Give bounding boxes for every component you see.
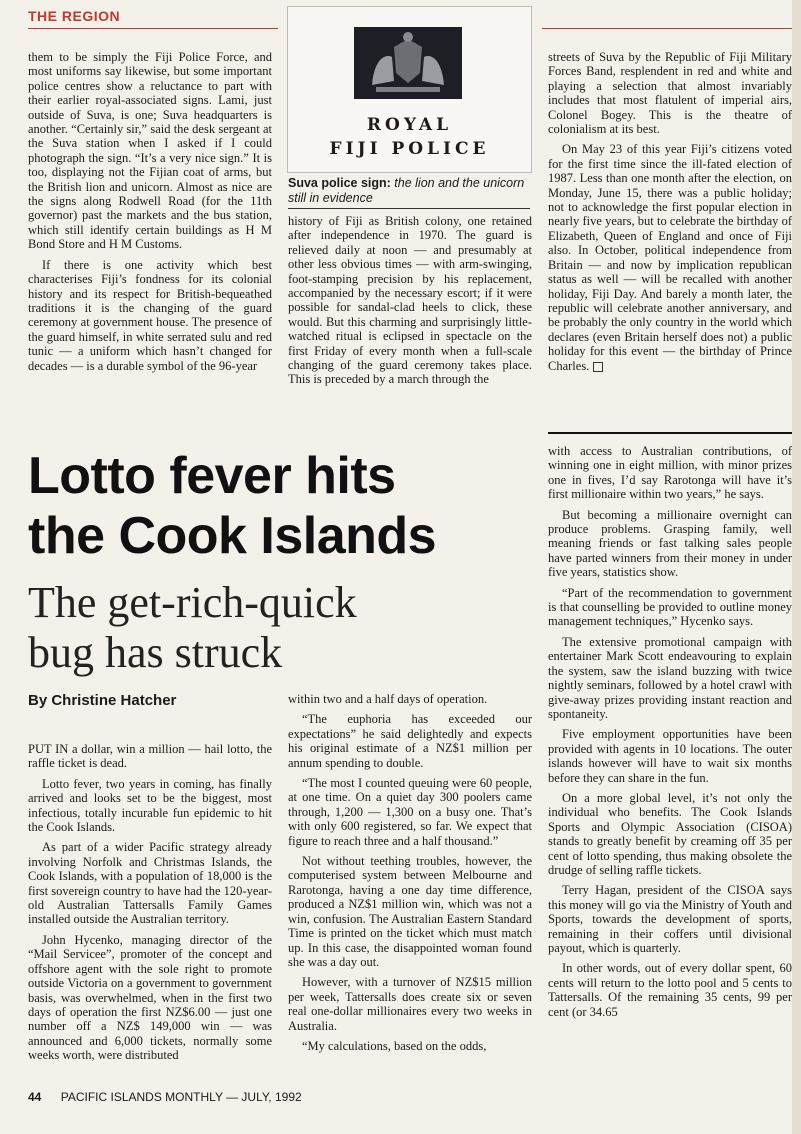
caption-rule [288, 208, 530, 209]
main-article-col3 [548, 444, 792, 1025]
subheadline-line: bug has struck [28, 628, 283, 677]
article-divider [548, 432, 792, 434]
sign-text-fiji-police: FIJI POLICE [329, 139, 490, 159]
paragraph: PUT IN a dollar, win a million — hail lotto, the raffle ticket is dead. [28, 742, 272, 771]
paragraph: The extensive promotional campaign with entertainer Mark Scott endeavouring to explain the system, saw the island buzzing with twice nightly seminars, followed by a hotel crawl with give-away prizes providing instant reaction and spontaneity. [548, 634, 792, 721]
header-rule-right [542, 28, 792, 29]
top-article-col1 [28, 50, 272, 379]
paragraph: “My calculations, based on the odds, [302, 1038, 487, 1053]
paragraph: Not without teething troubles, however, the computerised system between Melbourne and Rarotonga, having a one day time difference, produced a NZ$1 million win, which was not a win, confusion. The Australian Eastern Standard Time is printed on the ticket which must match up. In this case, the disappointed woman found she was a day out. [288, 854, 532, 969]
paragraph-text: On May 23 of this year Fiji’s citizens voted for the first time since the ill-fated election of 1987. Less than one month after the election, on Monday, June 15, there was a public holiday; not to acknowledge the first popular election in nearly five years, but to celebrate the birthday of Elizabeth, Queen of England and once of Fiji also. In October, political independence from Britain — and now by implication republican status as well — will be recalled with another holiday, Fiji Day. And barely a month later, the republic will celebrate another anniversary, and be probably the only country in the world which declares (even Britain herself does not) a public holiday for this event — the birthday of Prince Charles. [548, 142, 792, 373]
paragraph: In other words, out of every dollar spent, 60 cents will return to the lotto pool and 5 cents to Tattersalls. Of the remaining 35 cents, 99 per cent (or 34.65 [548, 961, 792, 1019]
paragraph: Terry Hagan, president of the CISOA says this money will go via the Ministry of Youth and Sports, towards the development of sports, remaining in their coffers until divisional payout, which is quarterly. [548, 883, 792, 955]
page-footer [28, 1090, 302, 1104]
end-mark-icon [593, 362, 603, 372]
page-number: 44 [28, 1090, 42, 1104]
paragraph: with access to Australian contributions, of winning one in eight million, with minor prizes one in fives, I’d say Rarotonga will have it’s first millionaire within two years,” he says. [548, 444, 792, 502]
paragraph: John Hycenko, managing director of the “Mail Servicee”, promoter of the concept and offshore agent with the sole right to promote outside Victoria on a government to government basis, was overwhelmed, when in the first two days of operation the first NZ$6.00 — just one number off a NZ$ 149,000 win — was announced and 6,000 tickets, normally some weeks worth, were distributed [28, 932, 272, 1063]
paragraph: If there is one activity which best characterises Fiji’s fondness for its colonial history and its respect for British-bequeathed traditions it is the changing of the guard ceremony at government house. The presence of the guard himself, in white serrated sulu and red tunic — a uniform which hasn’t changed for decades — is a durable symbol of the 96-year [28, 257, 272, 373]
paragraph: “The euphoria has exceeded our expectations” he said delightedly and expects his original estimate of a NZ$1 million per annum spending to double. [288, 712, 532, 770]
headline [28, 446, 528, 566]
paragraph: within two and a half days of operation. [288, 692, 488, 706]
header-rule-left [28, 28, 278, 29]
caption-title: Suva police sign: [288, 176, 391, 190]
headline-line: Lotto fever hits [28, 447, 396, 505]
police-sign-photo [287, 6, 532, 173]
paragraph: “Part of the recommendation to government is that counselling be provided to outline money management techniques,” Hycenko says. [548, 585, 792, 629]
paragraph: As part of a wider Pacific strategy already involving Norfolk and Christmas Islands, the Cook Islands, with a population of 18,000 is the first sovereign country to have had the 120-year-old Australian Tattersalls Family Games installed outside the Australian territory. [28, 840, 272, 927]
section-label: THE REGION [28, 8, 121, 24]
caption-text: the lion and the unicorn still in evidence [288, 176, 525, 205]
subheadline [28, 578, 528, 678]
paragraph: streets of Suva by the Republic of Fiji Military Forces Band, resplendent in red and white and playing a selection that almost invariably includes that most flatulent of imperial airs, Colonel Bogey. This is the theatre of colonialism at its best. [548, 50, 792, 137]
byline: By Christine Hatcher [28, 692, 177, 709]
paragraph: Five employment opportunities have been provided with agents in 10 locations. The outer islands however will have to wait six months before they can share in the fun. [548, 727, 792, 785]
paragraph: Lotto fever, two years in coming, has finally arrived and looks set to be the biggest, most infectious, totally incurable fun epidemic to hit the Cook Islands. [28, 776, 272, 835]
paragraph: “The most I counted queuing were 60 people, at one time. On a quiet day 300 poolers came through, 1,200 — 1,300 on a busy one. That’s with only 600 registered, so far. We expect that figure to reach three and a half thousand.” [288, 776, 532, 848]
paragraph: history of Fiji as British colony, one retained after independence in 1970. The guard is relieved daily at noon — and presumably at other less obvious times — with arm-swinging, foot-stamping precision by his replacement, accompanied by the necessary escort; if it were possible for sandal-clad heels to click, these would. But this charming and surprisingly little-watched ritual is eclipsed in spectacle on the first Friday of every month when a full-scale changing of the guard ceremony takes place. This is preceded by a march through the [288, 214, 532, 387]
top-article-col3 [548, 50, 792, 379]
paragraph: However, with a turnover of NZ$15 million per week, Tattersalls does create six or seven real one-dollar millionaires every two weeks in Australia. [288, 975, 532, 1033]
headline-line: the Cook Islands [28, 507, 437, 565]
top-article-col2 [288, 214, 532, 393]
publication-line: PACIFIC ISLANDS MONTHLY — JULY, 1992 [60, 1090, 302, 1104]
coat-of-arms-image [354, 27, 462, 99]
main-article-col2 [288, 692, 532, 1059]
sign-text-royal: ROYAL [366, 115, 453, 135]
page-edge [792, 0, 801, 1134]
paragraph: them to be simply the Fiji Police Force, and most uniforms say likewise, but some important police centres show a reluctance to part with their earlier royal-associated signs. Lami, just outside of Suva, is one; Suva headquarters is another. “Certainly sir,” said the desk sergeant at the Suva station when I asked if I could photograph the sign. “It’s a very nice sign.” It is too, displaying not the Fijian coat of arms, but the British lion and unicorn. Almost as nice are the signs along Rodwell Road (for the 11th governor) past the markets and the bus station, which still identify certain buildings as H M Bond Store and H M Customs. [28, 50, 272, 252]
paragraph: On a more global level, it’s not only the individual who benefits. The Cook Islands Sports and Olympic Association (CISOA) stands to greatly benefit by creaming off 35 per cent of lotto spending, thus making obsolete the drudge of selling raffle tickets. [548, 790, 792, 877]
main-article-col1 [28, 742, 272, 1069]
paragraph: But becoming a millionaire overnight can produce problems. Grasping family, well meaning friends or fast talking sales people have parted winners from their money in under five years, statistics show. [548, 507, 792, 580]
photo-caption [288, 176, 532, 206]
paragraph [548, 142, 792, 373]
subheadline-line: The get-rich-quick [28, 578, 357, 627]
